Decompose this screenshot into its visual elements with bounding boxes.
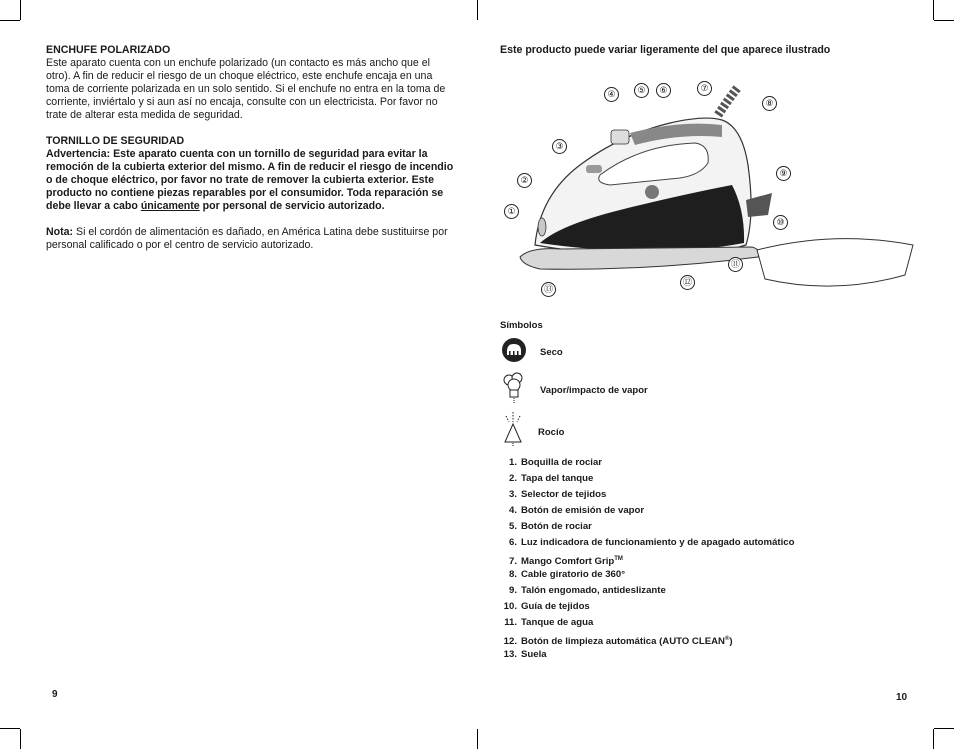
- registered-mark: ®: [724, 636, 730, 642]
- item-number: 10.: [503, 601, 517, 612]
- fabric-guide-panel: [755, 235, 915, 295]
- list-item: [500, 615, 794, 631]
- crop-mark: [20, 0, 21, 20]
- callout-6: ⑥: [656, 83, 671, 98]
- polarized-plug-section: [46, 44, 456, 122]
- symbols-title: Símbolos: [500, 320, 543, 331]
- item-label: Guía de tejidos: [521, 601, 590, 612]
- item-label: Suela: [521, 649, 547, 660]
- item-label: Botón de emisión de vapor: [521, 505, 645, 516]
- list-item: [500, 455, 794, 471]
- item-number: 3.: [508, 489, 517, 500]
- list-item: [500, 567, 794, 583]
- item-number: 6.: [508, 537, 517, 548]
- item-number: 13.: [503, 649, 517, 660]
- note-text: Si el cordón de alimentación es dañado, en América Latina debe sustituirse por personal calificado o por el centro de servicio autorizado.: [46, 226, 448, 251]
- list-item: [500, 503, 794, 519]
- item-label: Talón engomado, antideslizante: [521, 585, 666, 596]
- iron-illustration: [500, 75, 820, 305]
- callout-7: ⑦: [697, 81, 712, 96]
- screw-warning-end: por personal de servicio autorizado.: [199, 200, 385, 212]
- crop-mark: [0, 20, 20, 21]
- item-number: 8.: [508, 569, 517, 580]
- note-section: [46, 226, 456, 252]
- illustration-disclaimer: Este producto puede variar ligeramente del que aparece ilustrado: [500, 44, 831, 56]
- dry-icon: [500, 337, 528, 368]
- screw-warning-emphasis: únicamente: [140, 200, 200, 212]
- list-item: [500, 535, 794, 551]
- page-number-right: 10: [896, 692, 908, 703]
- crop-mark: [933, 0, 934, 20]
- item-number: 9.: [508, 585, 517, 596]
- screw-warning-text: Advertencia: Este aparato cuenta con un tornillo de seguridad para evitar la remoción de la cubierta exterior del mismo. A fin de reducir el riesgo de incendio o de choque eléctrico, por favor no trate de remover la cubierta exterior. Este producto no contiene piezas reparables por el consumidor. Toda reparación se debe llevar a cabo: [46, 148, 454, 212]
- callout-2: ②: [517, 173, 532, 188]
- callout-10: ⑩: [773, 215, 788, 230]
- list-item: [500, 583, 794, 599]
- item-number: 1.: [508, 457, 517, 468]
- crop-mark: [20, 729, 21, 749]
- center-fold-mark: [477, 729, 478, 749]
- item-number: 4.: [508, 505, 517, 516]
- item-label: Boquilla de rociar: [521, 457, 603, 468]
- item-label-tail: ): [729, 636, 733, 648]
- list-item: [500, 471, 794, 487]
- item-number: 2.: [508, 473, 517, 484]
- item-label: Cable giratorio de 360°: [521, 569, 626, 580]
- item-label: Tapa del tanque: [521, 473, 594, 484]
- item-label: Selector de tejidos: [521, 489, 607, 500]
- callout-11: ⑪: [728, 257, 743, 272]
- note-label: Nota:: [46, 226, 74, 238]
- right-page-header: [500, 44, 920, 56]
- item-label: Botón de limpieza automática (AUTO CLEAN: [521, 636, 725, 648]
- parts-list: [500, 455, 794, 663]
- callout-3: ③: [552, 139, 567, 154]
- callout-5: ⑤: [634, 83, 649, 98]
- symbol-row-dry: [500, 337, 563, 368]
- item-label: Luz indicadora de funcionamiento y de apagado automático: [521, 537, 795, 548]
- page-number-left: 9: [52, 689, 58, 700]
- callout-1: ①: [504, 204, 519, 219]
- plug-text: Este aparato cuenta con un enchufe polarizado (un contacto es más ancho que el otro). A fin de reducir el riesgo de un choque eléctrico, este enchufe encaja en una toma de corriente polarizada en un solo sentido. Si el enchufe no entra en la toma de corriente, inviértalo y si aun así no encaja, consulte con un electricista. Por favor no trate de alterar esta medida de seguridad.: [46, 57, 446, 121]
- list-item: [500, 647, 794, 663]
- symbol-label-spray: Rocío: [538, 427, 565, 438]
- item-label: Mango Comfort Grip: [521, 556, 615, 568]
- crop-mark: [0, 728, 20, 729]
- item-label: Tanque de agua: [521, 617, 594, 628]
- symbol-label-steam: Vapor/impacto de vapor: [540, 385, 648, 396]
- list-item: [500, 551, 794, 567]
- left-page: [46, 44, 456, 265]
- center-fold-mark: [477, 0, 478, 20]
- symbol-row-steam: [500, 372, 648, 409]
- list-item: [500, 631, 794, 647]
- item-number: 11.: [504, 617, 517, 628]
- trademark-mark: TM: [614, 556, 623, 562]
- steam-burst-icon: [500, 372, 528, 409]
- security-screw-section: [46, 135, 456, 213]
- crop-mark: [934, 20, 954, 21]
- callout-4: ④: [604, 87, 619, 102]
- list-item: [500, 599, 794, 615]
- item-number: 7.: [508, 556, 517, 568]
- crop-mark: [934, 728, 954, 729]
- item-label: Botón de rociar: [521, 521, 592, 532]
- callout-13: ⑬: [541, 282, 556, 297]
- screw-heading: TORNILLO DE SEGURIDAD: [46, 135, 185, 147]
- list-item: [500, 487, 794, 503]
- crop-mark: [933, 729, 934, 749]
- callout-8: ⑧: [762, 96, 777, 111]
- symbol-row-spray: [500, 412, 564, 453]
- symbol-label-dry: Seco: [540, 347, 563, 358]
- callout-12: ⑫: [680, 275, 695, 290]
- item-number: 5.: [508, 521, 517, 532]
- callout-9: ⑨: [776, 166, 791, 181]
- list-item: [500, 519, 794, 535]
- item-number: 12.: [503, 636, 517, 648]
- spray-icon: [500, 412, 526, 453]
- plug-heading: ENCHUFE POLARIZADO: [46, 44, 171, 56]
